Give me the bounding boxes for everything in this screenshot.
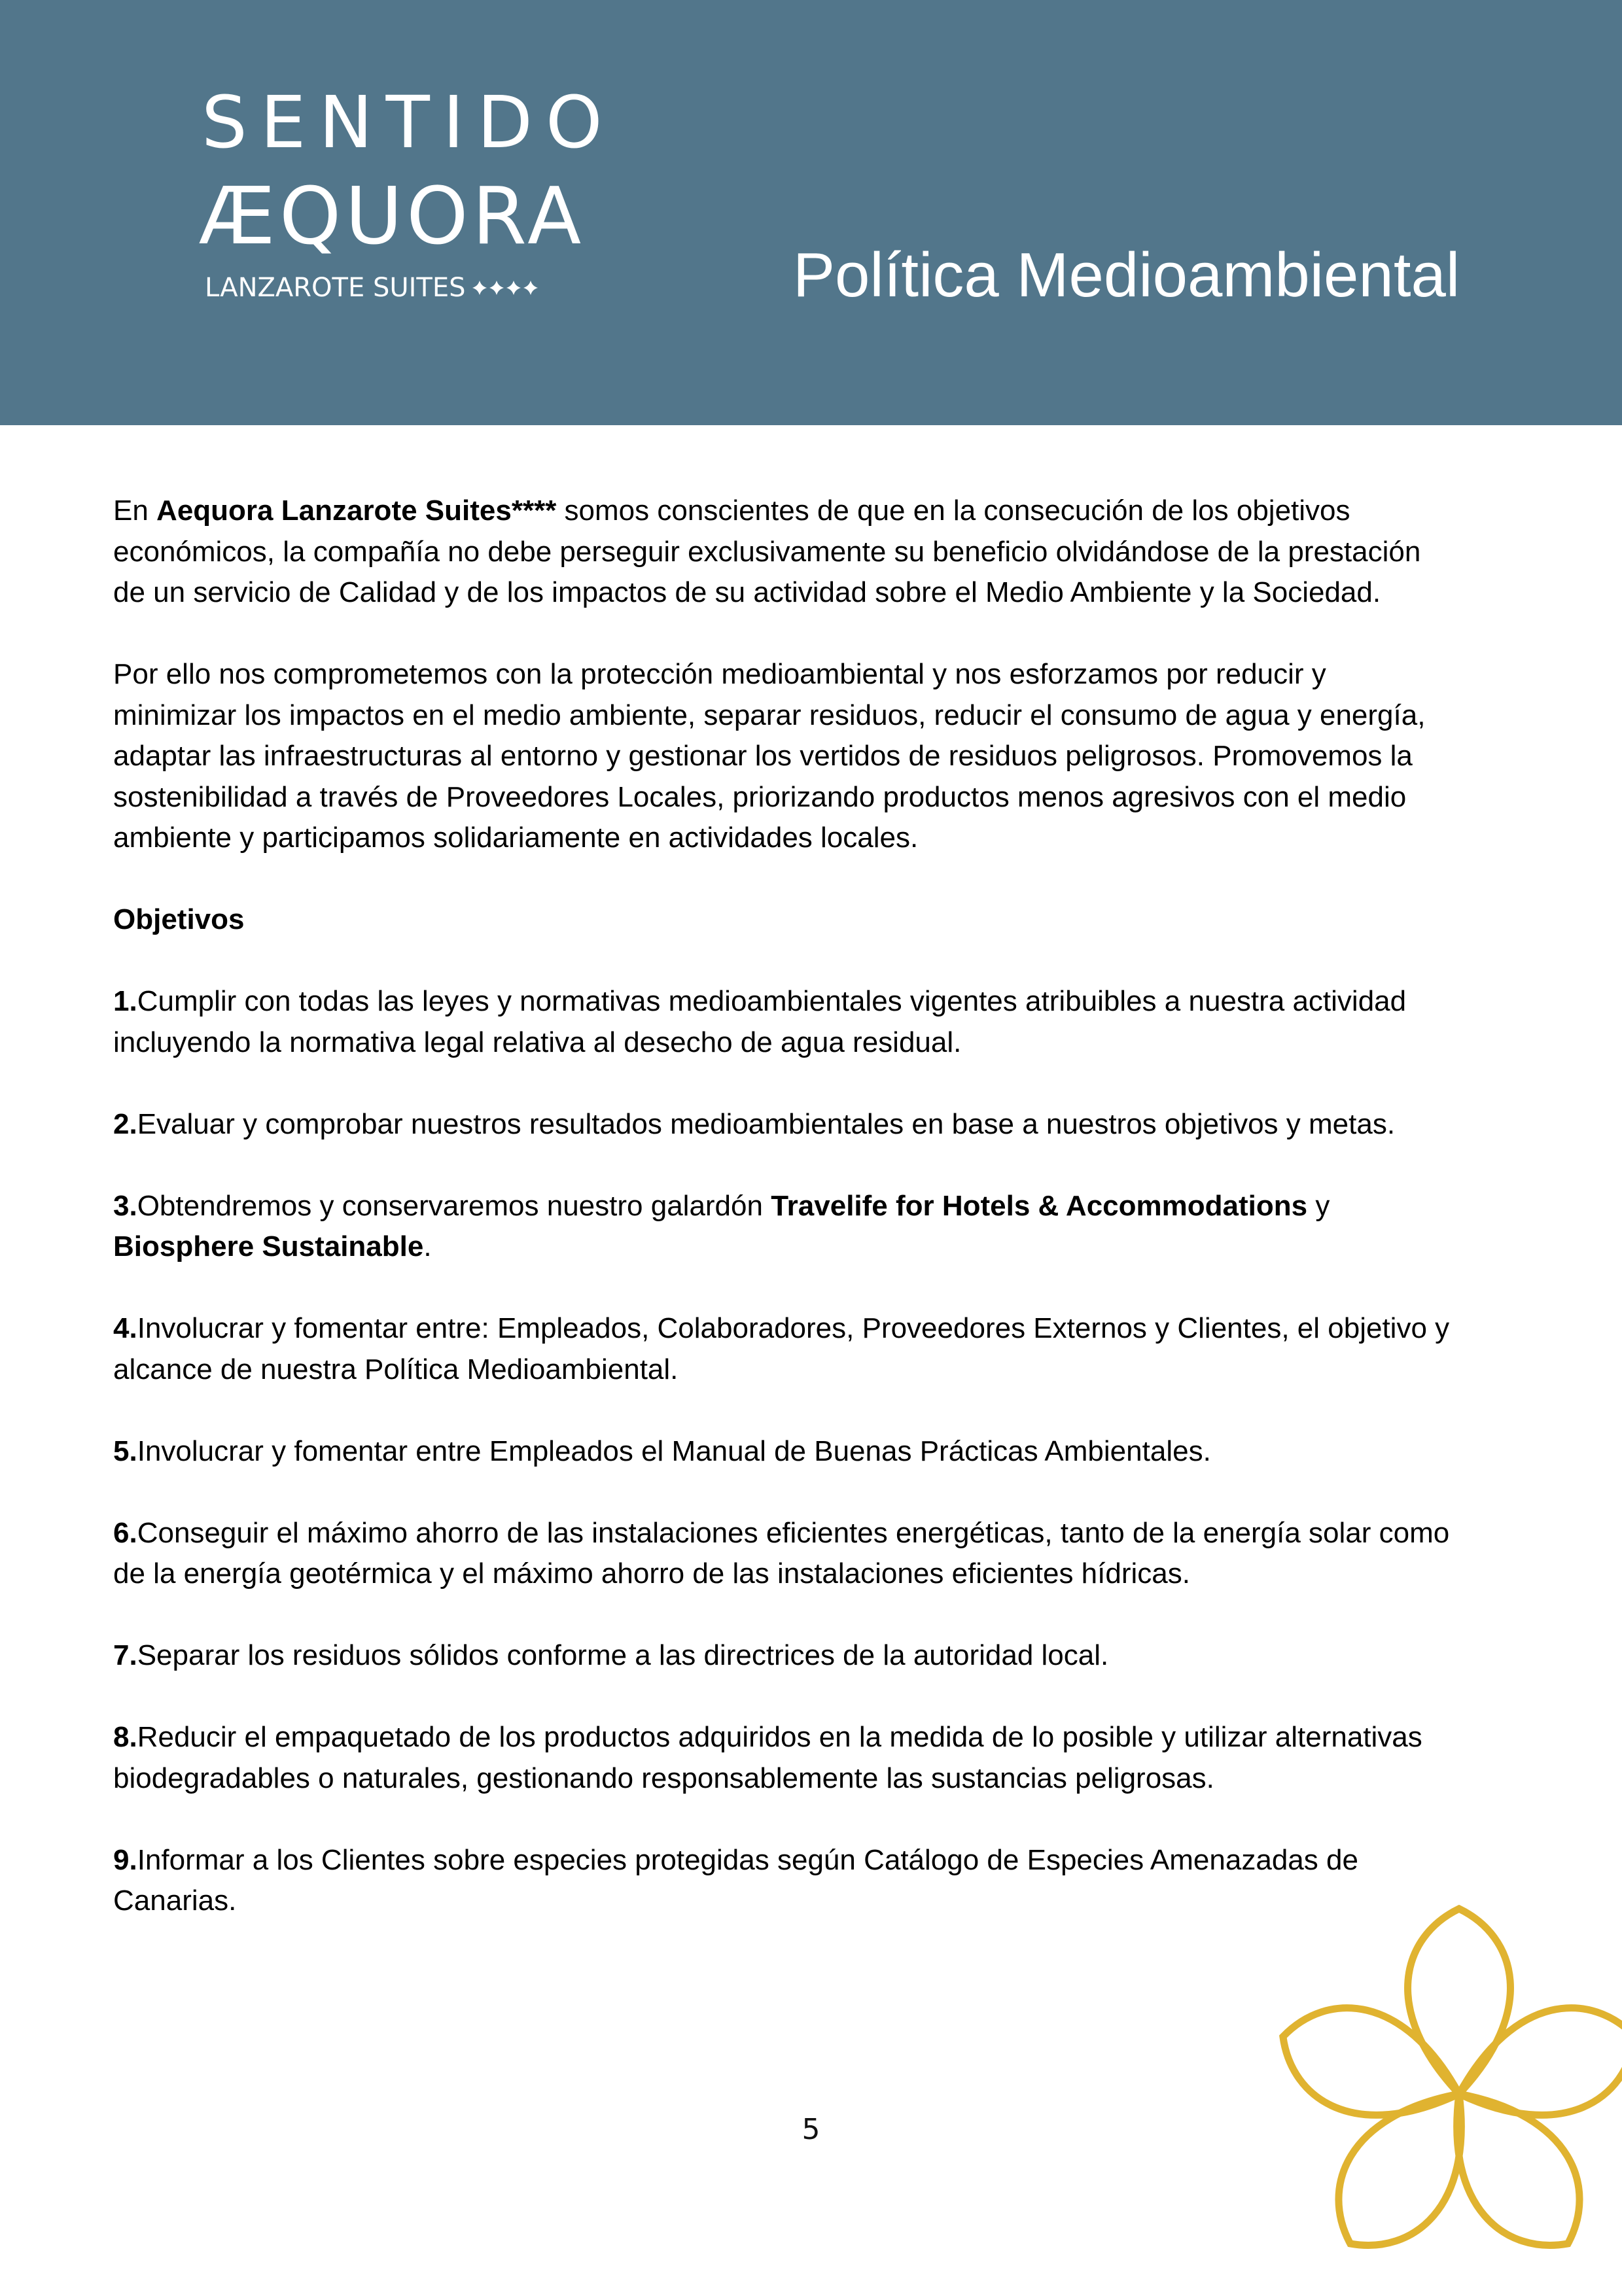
logo-line-aequora: ÆQUORA bbox=[199, 171, 586, 262]
logo-line-lanzarote-suites bbox=[205, 270, 538, 306]
objective-item bbox=[113, 1717, 1520, 1799]
objective-item bbox=[113, 1104, 1520, 1145]
text-line: alcance de nuestra Política Medioambiental. bbox=[113, 1353, 679, 1385]
objective-number: 2. bbox=[113, 1107, 137, 1140]
text-line: En Aequora Lanzarote Suites**** somos conscientes de que en la consecución de los objetivos bbox=[113, 495, 1350, 527]
text-line: 8.Reducir el empaquetado de los productos adquiridos en la medida de lo posible y utilizar alternativas bbox=[113, 1721, 1422, 1753]
hotel-logo bbox=[0, 0, 654, 425]
text-line: 4.Involucrar y fomentar entre: Empleados, Colaboradores, Proveedores Externos y Clientes, el objetivo y bbox=[113, 1312, 1450, 1344]
text-line: 5.Involucrar y fomentar entre Empleados el Manual de Buenas Prácticas Ambientales. bbox=[113, 1435, 1211, 1467]
objective-number: 7. bbox=[113, 1639, 137, 1671]
text-line: 3.Obtendremos y conservaremos nuestro galardón Travelife for Hotels & Accommodations y bbox=[113, 1189, 1330, 1222]
objective-item bbox=[113, 1431, 1520, 1472]
star-icon bbox=[523, 281, 538, 295]
text-line: Por ello nos comprometemos con la protección medioambiental y nos esforzamos por reducir y bbox=[113, 658, 1326, 690]
page-number: 5 bbox=[802, 2113, 820, 2146]
objectives-heading: Objetivos bbox=[113, 903, 245, 935]
text-line: minimizar los impactos en el medio ambiente, separar residuos, reducir el consumo de agua y energía, bbox=[113, 699, 1426, 731]
text-line: sostenibilidad a través de Proveedores Locales, priorizando productos menos agresivos con el medio bbox=[113, 780, 1407, 813]
text-line: 7.Separar los residuos sólidos conforme a las directrices de la autoridad local. bbox=[113, 1639, 1109, 1671]
text-line: 6.Conseguir el máximo ahorro de las instalaciones eficientes energéticas, tanto de la energía solar como bbox=[113, 1516, 1450, 1549]
logo-stars bbox=[472, 281, 538, 295]
objective-number: 8. bbox=[113, 1721, 137, 1753]
text-line: adaptar las infraestructuras al entorno y gestionar los vertidos de residuos peligrosos. Promovemos la bbox=[113, 740, 1413, 772]
award-name: Travelife for Hotels & Accommodations bbox=[771, 1189, 1308, 1222]
intro-paragraph bbox=[113, 491, 1520, 614]
page-header bbox=[0, 0, 1622, 425]
objective-number: 9. bbox=[113, 1843, 137, 1876]
text-line: Biosphere Sustainable. bbox=[113, 1230, 432, 1262]
objective-item bbox=[113, 981, 1520, 1063]
objective-item bbox=[113, 1308, 1520, 1390]
text-line: 2.Evaluar y comprobar nuestros resultados medioambientales en base a nuestros objetivos y metas. bbox=[113, 1107, 1396, 1140]
star-icon bbox=[489, 281, 504, 295]
text-line: ambiente y participamos solidariamente en actividades locales. bbox=[113, 822, 919, 854]
text-line: 9.Informar a los Clientes sobre especies protegidas según Catálogo de Especies Amenazadas de bbox=[113, 1843, 1358, 1876]
text-line: económicos, la compañía no debe perseguir exclusivamente su beneficio olvidándose de la prestación bbox=[113, 535, 1421, 568]
logo-subtitle: LANZAROTE SUITES bbox=[205, 273, 466, 303]
objective-number: 5. bbox=[113, 1435, 137, 1467]
document-body bbox=[113, 491, 1520, 1922]
star-icon bbox=[472, 281, 487, 295]
objective-item bbox=[113, 1513, 1520, 1595]
award-name: Biosphere Sustainable bbox=[113, 1230, 424, 1262]
page-title: Política Medioambiental bbox=[793, 240, 1460, 310]
gold-flower-icon bbox=[1210, 1877, 1622, 2296]
objective-item bbox=[113, 1635, 1520, 1677]
flower-petal bbox=[1408, 1909, 1511, 2094]
objective-number: 3. bbox=[113, 1189, 137, 1222]
text-line: de un servicio de Calidad y de los impactos de su actividad sobre el Medio Ambiente y la Sociedad. bbox=[113, 576, 1381, 608]
text-line: incluyendo la normativa legal relativa al desecho de agua residual. bbox=[113, 1026, 962, 1058]
text-line: 1.Cumplir con todas las leyes y normativas medioambientales vigentes atribuibles a nuestra actividad bbox=[113, 985, 1407, 1017]
objective-number: 4. bbox=[113, 1312, 137, 1344]
text-line: Canarias. bbox=[113, 1885, 237, 1917]
objective-number: 1. bbox=[113, 985, 137, 1017]
objectives-list bbox=[113, 941, 1520, 1922]
flower-petal bbox=[1267, 1988, 1475, 2143]
text-line: de la energía geotérmica y el máximo ahorro de las instalaciones eficientes hídricas. bbox=[113, 1557, 1190, 1590]
logo-line-sentido: SENTIDO bbox=[202, 80, 616, 164]
text-line: biodegradables o naturales, gestionando responsablemente las sustancias peligrosas. bbox=[113, 1762, 1214, 1794]
objective-item bbox=[113, 1186, 1520, 1268]
hotel-name: Aequora Lanzarote Suites**** bbox=[156, 495, 557, 527]
star-icon bbox=[506, 281, 521, 295]
commitment-paragraph bbox=[113, 654, 1520, 859]
objective-number: 6. bbox=[113, 1516, 137, 1549]
